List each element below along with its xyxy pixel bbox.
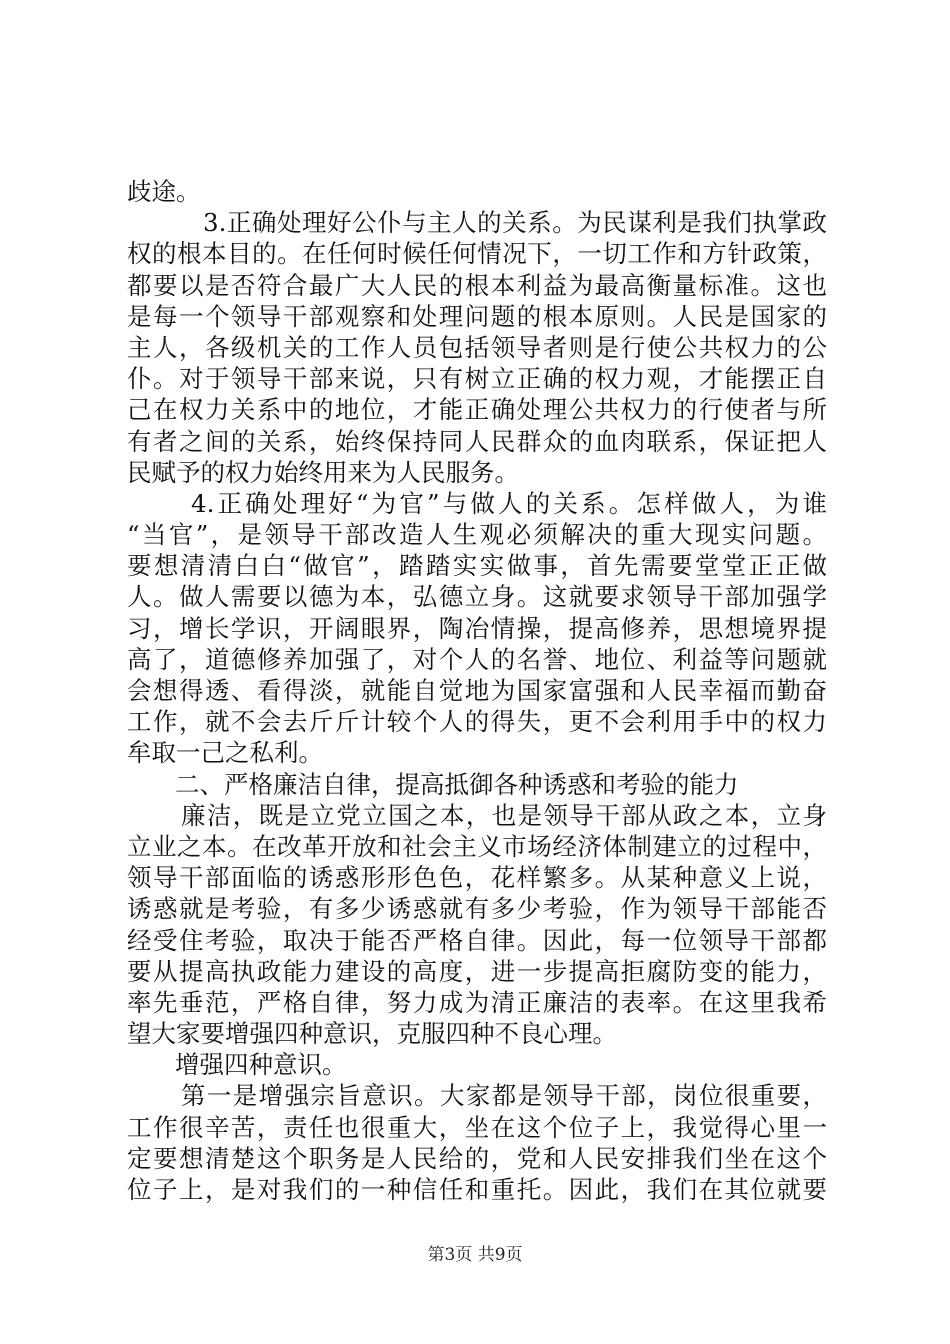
text-line: 领导干部面临的诱惑形形色色，花样繁多。从某种意义上说， bbox=[127, 863, 827, 893]
text-line: 牟取一己之私利。 bbox=[127, 738, 323, 768]
text-line: 人。做人需要以德为本，弘德立身。这就要求领导干部加强学 bbox=[127, 582, 827, 612]
text-line: 立业之本。在改革开放和社会主义市场经济体制建立的过程中， bbox=[127, 831, 827, 861]
document-body bbox=[127, 176, 827, 1205]
text-line: 第一是增强宗旨意识。大家都是领导干部，岗位很重要， bbox=[181, 1081, 827, 1111]
text-line: 主人，各级机关的工作人员包括领导者则是行使公共权力的公 bbox=[127, 332, 827, 362]
text-line: 定要想清楚这个职务是人民给的，党和人民安排我们坐在这个 bbox=[127, 1143, 827, 1173]
text-line: 要从提高执政能力建设的高度，进一步提高拒腐防变的能力， bbox=[127, 956, 827, 986]
text-line: 二、严格廉洁自律，提高抵御各种诱惑和考验的能力 bbox=[175, 769, 739, 799]
text-line: 有者之间的关系，始终保持同人民群众的血肉联系，保证把人 bbox=[127, 426, 827, 456]
text-line: 廉洁，既是立党立国之本，也是领导干部从政之本，立身 bbox=[181, 800, 827, 830]
text-line: 要想清清白白“做官”，踏踏实实做事，首先需要堂堂正正做 bbox=[127, 551, 827, 581]
text-line: 己在权力关系中的地位，才能正确处理公共权力的行使者与所 bbox=[127, 395, 827, 425]
text-line: 权的根本目的。在任何时候任何情况下，一切工作和方针政策， bbox=[127, 239, 827, 269]
text-line: 率先垂范，严格自律，努力成为清正廉洁的表率。在这里我希 bbox=[127, 987, 827, 1017]
text-line: 会想得透、看得淡，就能自觉地为国家富强和人民幸福而勤奋 bbox=[127, 676, 827, 705]
text-line: 望大家要增强四种意识，克服四种不良心理。 bbox=[127, 1019, 617, 1049]
text-line: 习，增长学识，开阔眼界，陶冶情操，提高修养，思想境界提 bbox=[127, 613, 827, 643]
text-line: 位子上，是对我们的一种信任和重托。因此，我们在其位就要 bbox=[127, 1175, 827, 1204]
text-line: 增强四种意识。 bbox=[175, 1050, 347, 1080]
text-line: 工作，就不会去斤斤计较个人的得失，更不会利用手中的权力 bbox=[127, 707, 827, 737]
text-line: 仆。对于领导干部来说，只有树立正确的权力观，才能摆正自 bbox=[127, 364, 827, 394]
text-line: 都要以是否符合最广大人民的根本利益为最高衡量标准。这也 bbox=[127, 270, 827, 300]
page-footer: 第3页 共9页 bbox=[427, 1245, 523, 1265]
text-line: 工作很辛苦，责任也很重大，坐在这个位子上，我觉得心里一 bbox=[127, 1112, 827, 1142]
text-line: 4.正确处理好“为官”与做人的关系。怎样做人，为谁 bbox=[191, 488, 827, 518]
text-line: “当官”，是领导干部改造人生观必须解决的重大现实问题。 bbox=[127, 520, 827, 550]
text-line: 高了，道德修养加强了，对个人的名誉、地位、利益等问题就 bbox=[127, 644, 827, 674]
text-line: 3.正确处理好公仆与主人的关系。为民谋利是我们执掌政 bbox=[203, 208, 827, 238]
text-line: 经受住考验，取决于能否严格自律。因此，每一位领导干部都 bbox=[127, 925, 827, 955]
text-line: 诱惑就是考验，有多少诱惑就有多少考验，作为领导干部能否 bbox=[127, 894, 827, 924]
text-line: 是每一个领导干部观察和处理问题的根本原则。人民是国家的 bbox=[127, 301, 827, 331]
text-line: 民赋予的权力始终用来为人民服务。 bbox=[127, 457, 519, 487]
text-line: 歧途。 bbox=[127, 177, 201, 206]
